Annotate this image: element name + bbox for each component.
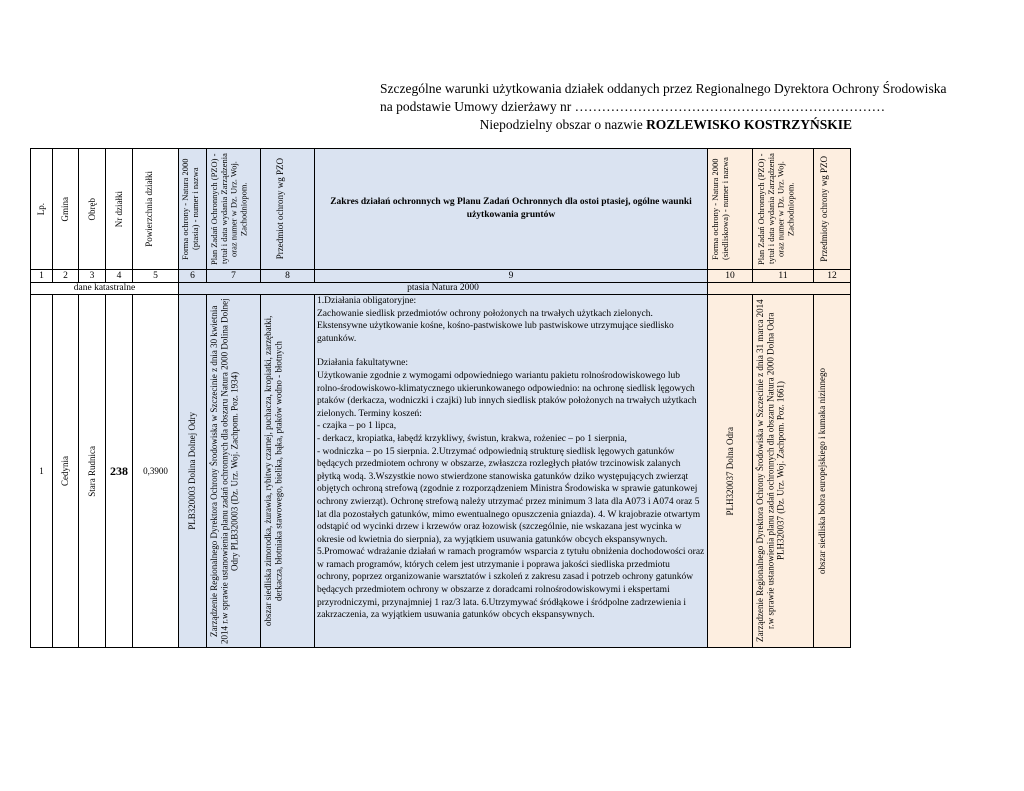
column-number-row <box>31 270 851 283</box>
cell-obreb: Stara Rudnica <box>79 295 106 648</box>
cell-pzo-siedliskowa: Zarządzenie Regionalnego Dyrektora Ochrony Środowiska w Szczecinie z dnia 31 marca 2014 r.w sprawie ustanowienia planu zadań ochronnych dla obszaru Natura 2000 Dolna Odra PLH320037 (Dz. Urz. Woj. Zachpom. Poz. 1661) <box>753 295 814 648</box>
zakres-paragraph: Użytkowanie zgodnie z wymogami odpowiedniego wariantu pakietu rolnośrodowiskowego lub rolno-środowiskowo-klimatycznego ukierunkowanego odpowiednio: na ochronę siedlisk lęgowych ptaków (derkacza, wodniczki i czajki) lub innych siedlisk ptaków położonych na trwałych użytkach zielonych. Terminy koszeń: <box>317 370 697 419</box>
document-title-line-2: na podstawie Umowy dzierżawy nr …………………………………………………………… <box>380 99 886 114</box>
col-header-lp: Lp. <box>31 149 53 270</box>
cell-zakres <box>315 295 708 648</box>
plots-table <box>30 148 851 648</box>
area-label: Niepodzielny obszar o nazwie <box>479 117 647 132</box>
column-number: 9 <box>315 270 708 283</box>
cell-forma-ochrony-siedliskowa: PLH320037 Dolna Odra <box>708 295 753 648</box>
col-header-przedmiot-ptasia: Przedmiot ochrony wg PZO <box>261 149 315 270</box>
group-header-row <box>31 283 851 295</box>
table-row <box>31 295 851 648</box>
zakres-paragraph: - czajka – po 1 lipca, <box>317 421 397 432</box>
document-title-line-1: Szczególne warunki użytkowania działek oddanych przez Regionalnego Dyrektora Ochrony Środowiska <box>380 81 947 96</box>
column-number: 4 <box>106 270 133 283</box>
column-number: 10 <box>708 270 753 283</box>
cell-powierzchnia: 0,3900 <box>133 295 179 648</box>
cell-lp: 1 <box>31 295 53 648</box>
cell-gmina: Cedynia <box>53 295 79 648</box>
column-number: 5 <box>133 270 179 283</box>
group-ptasia: ptasia Natura 2000 <box>179 283 708 295</box>
col-header-pzo-siedliskowa: Plan Zadań Ochronnych (PZO) - tytuł i data wydania Zarządzenia oraz numer w Dz. Urz. Woj. Zachodniopom. <box>753 149 814 270</box>
zakres-paragraph <box>317 345 705 357</box>
col-header-zakres: Zakres działań ochronnych wg Planu Zadań Ochronnych dla ostoi ptasiej, ogólne waunki użytkowania gruntów <box>315 149 708 270</box>
col-header-pzo-ptasia: Plan Zadań Ochronnych (PZO) - tytuł i data wydania Zarządzenia oraz numer w Dz. Urz. Woj. Zachodniopom. <box>207 149 261 270</box>
cell-nr-dzialki: 238 <box>106 295 133 648</box>
col-header-przedmiot-siedliskowa: Przedmioty ochrony wg PZO <box>814 149 851 270</box>
zakres-paragraph: Zachowanie siedlisk przedmiotów ochrony położonych na trwałych użytkach zielonych. Ekstensywne użytkowanie kośne, kośno-pastwiskowe lub pastwiskowe utrzymujące siedlisko gatunków. <box>317 308 674 344</box>
col-header-forma-ochrony-ptasia: Forma ochrony - Natura 2000 (ptasia) - numer i nazwa <box>179 149 207 270</box>
zakres-paragraph: - wodniczka – po 15 sierpnia. 2.Utrzymać odpowiednią strukturę siedlisk lęgowych gatunków będących przedmiotem ochrony w obszarze, zwłaszcza rozległych płatów trzcinowisk zalanych płytką wodą. 3.Wszystkie nowo stwierdzone stanowiska gatunków dziko występujących zwierząt objętych ochroną strefową (zgodnie z rozporządzeniem Ministra Środowiska w sprawie gatunkowej ochrony zwierząt). Ochronę strefową należy utrzymać przez minimum 3 lata dla A073 i A074 oraz 5 lat dla pozostałych gatunków, mimo ewentualnego opuszczenia gniazda). 4. W krajobrazie otwartym odstąpić od wycinki drzew i krzewów oraz łozowisk (szczególnie, nie wskazana jest wycinka w okresie od kwietnia do sierpnia), za wyjątkiem usuwania gatunków obcych ekspansywnych. 5.Promować wdrażanie działań w ramach programów wsparcia z tytułu obniżenia dochodowości oraz w ramach programów, których celem jest utrzymanie i poprawa jakości siedliska przedmiotu ochrony, poprzez organizowanie warsztatów i szkoleń z zakresu zasad i potrzeb ochrony gatunków będących przedmiotem ochrony w obszarze z doradcami rolnośrodowiskowymi i ekspertami przyrodniczymi, przynajmniej 1 raz/3 lata. 6.Utrzymywać śródłąkowe i śródpolne zadrzewienia i zakrzaczenia, za wyjątkiem usuwania gatunków obcych ekspansywnych. <box>317 446 705 621</box>
area-name: ROZLEWISKO KOSTRZYŃSKIE <box>646 117 852 132</box>
col-header-obreb: Obręb <box>79 149 106 270</box>
column-number: 12 <box>814 270 851 283</box>
column-number: 8 <box>261 270 315 283</box>
header-row <box>31 149 851 270</box>
column-number: 2 <box>53 270 79 283</box>
col-header-gmina: Gmina <box>53 149 79 270</box>
column-number: 1 <box>31 270 53 283</box>
col-header-forma-ochrony-siedliskowa: Forma ochrony - Natura 2000 (siedliskowa) - numer i nazwa <box>708 149 753 270</box>
zakres-paragraph: - derkacz, kropiatka, łabędź krzykliwy, świstun, krakwa, rożeniec – po 1 sierpnia, <box>317 433 627 444</box>
column-number: 7 <box>207 270 261 283</box>
zakres-paragraph: Działania fakultatywne: <box>317 358 409 369</box>
zakres-paragraph: 1.Działania obligatoryjne: <box>317 296 417 306</box>
cell-przedmiot-siedliskowa: obszar siedliska bobra europejskiego i kumaka nizinnego <box>814 295 851 648</box>
col-header-powierzchnia: Powierzchnia działki <box>133 149 179 270</box>
col-header-nr-dzialki: Nr działki <box>106 149 133 270</box>
cell-przedmiot-ptasia: obszar siedliska zimorodka, żurawia, rybitwy czarnej, puchacza, kropiatki, zarzębatki, derkacza, błotniaka stawowego, bielika, bąka, ptaków wodno - błotnych <box>261 295 315 648</box>
group-dane-katastralne: dane katastralne <box>31 283 179 295</box>
column-number: 3 <box>79 270 106 283</box>
cell-pzo-ptasia: Zarządzenie Regionalnego Dyrektora Ochrony Środowiska w Szczecinie z dnia 30 kwietnia 2014 r.w sprawie ustanowienia planu zadań ochronnych dla obszaru Natura 2000 Dolina Dolnej Odry PLB320003 (Dz. Urz. Woj. Zachpom. Poz. 1934) <box>207 295 261 648</box>
column-number: 11 <box>753 270 814 283</box>
column-number: 6 <box>179 270 207 283</box>
group-siedliskowa <box>708 283 851 295</box>
document-title-line-3 <box>380 116 852 134</box>
cell-forma-ochrony-ptasia: PLB320003 Dolina Dolnej Odry <box>179 295 207 648</box>
